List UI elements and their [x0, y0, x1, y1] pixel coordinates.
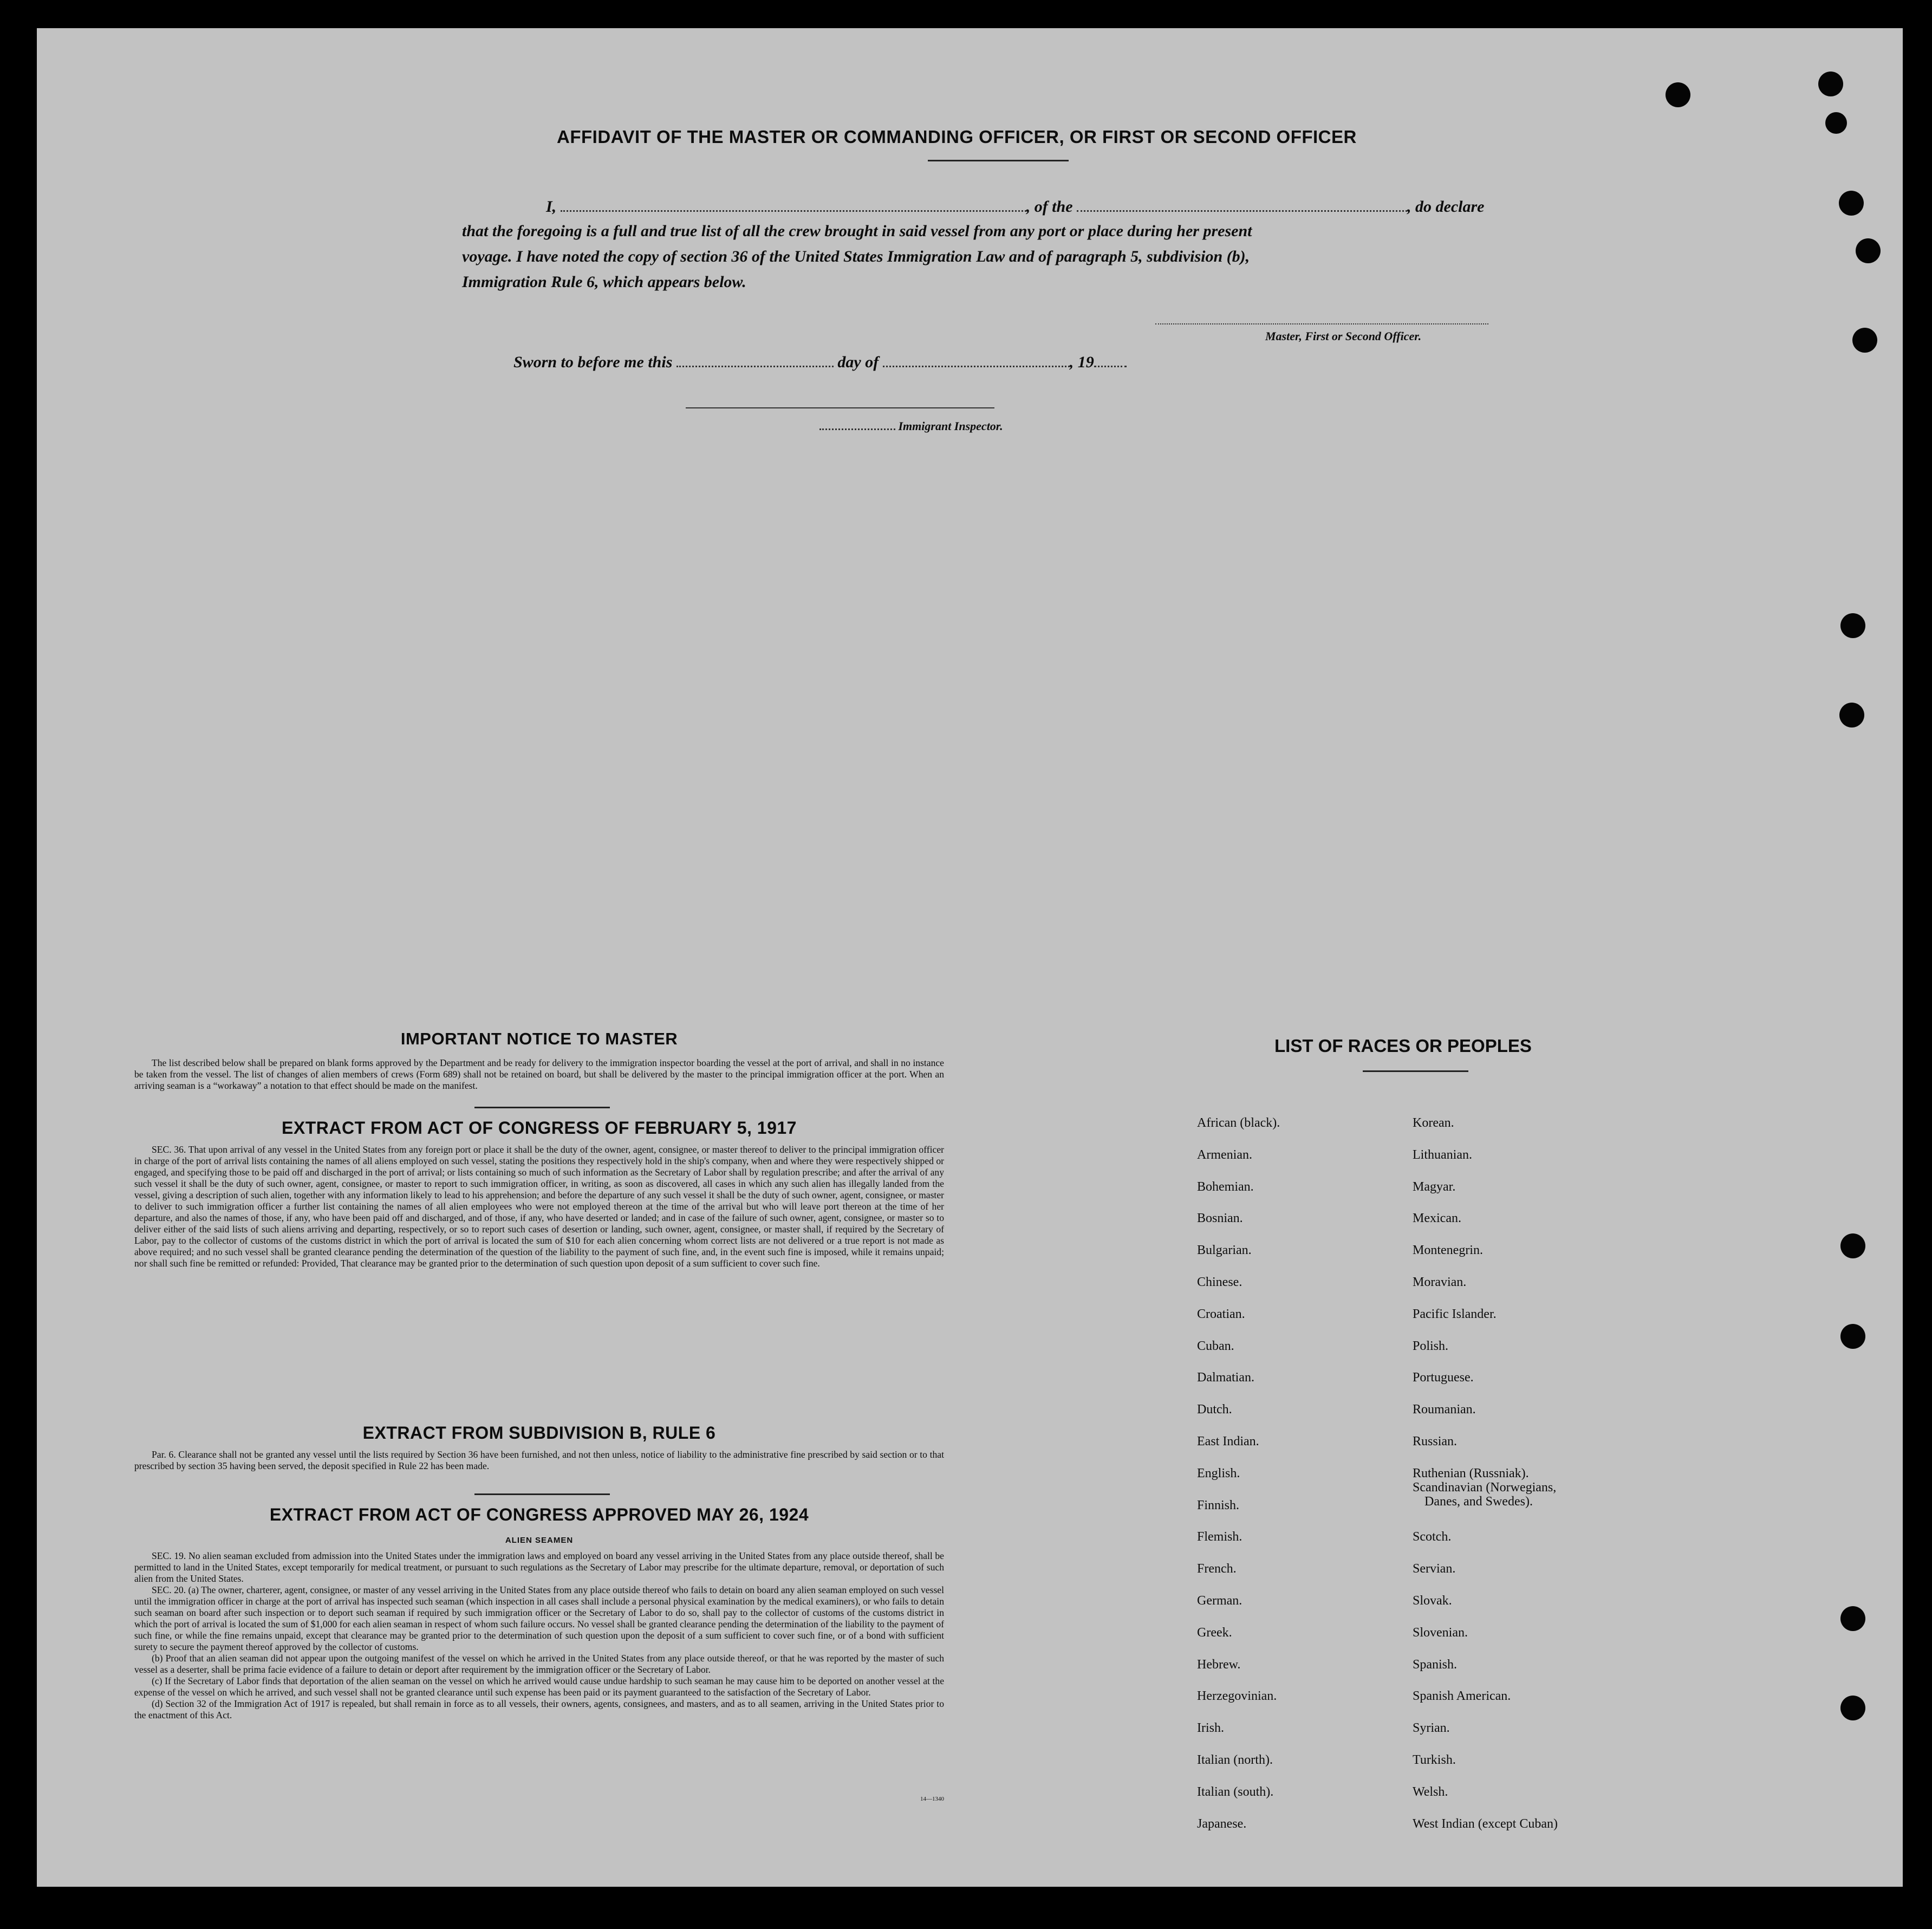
inspector-label: Immigrant Inspector. — [898, 419, 1003, 433]
race-left-item: French. — [1197, 1562, 1237, 1576]
notice-section — [134, 1029, 944, 1842]
inspector-signature-line[interactable] — [686, 407, 994, 408]
notice-title: IMPORTANT NOTICE TO MASTER — [400, 1029, 678, 1048]
extract-1917-body: SEC. 36. That upon arrival of any vessel in the United States from any foreign port or place it shall be the duty of the owner, agent, consignee, or master thereof to deliver to the principal immigration officer in charge of the port of arrival lists containing the names of all aliens employed on such vessel, stating the positions they respectively hold in the ship's company, when and where they were respectively shipped or engaged, and specifying those to be paid off and discharged in the port of arrival; or lists containing so much of such information as the Secretary of Labor shall by regulation prescribe; and after the arrival of any such vessel it shall be the duty of such owner, agent, consignee, or master to report to such immigration officer, in writing, as soon as discovered, all cases in which any such alien has illegally landed from the vessel, giving a description of such alien, together with any information likely to lead to his apprehension; and before the departure of any such vessel it shall be the duty of such owner, agent, consignee, or master to deliver to such immigration officer a further list containing the names of all alien employees who were not employed thereon at the time of the arrival but who will leave port thereon at the time of her departure, and also the names of those, if any, who have been paid off and discharged, and of those, if any, who have deserted or landed; and in case of the failure of such owner, agent, consignee, or master so to deliver either of the said lists of such aliens arriving and departing, respectively, or so to report such cases of desertion or landing, such owner, agent, consignee, or master shall, if required by the Secretary of Labor, pay to the collector of customs of the customs district in which the port of arrival is located the sum of $10 for each alien concerning whom correct lists are not delivered or a true report is not made as above required; and no such vessel shall be granted clearance pending the determination of the question of the liability to the payment of such fine, and, in the event such fine is imposed, while it remains unpaid; nor shall such fine be remitted or refunded: Provided, That clearance may be granted prior to the determination of such question upon deposit of a sum sufficient to cover such fine. — [134, 1144, 944, 1269]
declarant-name-field[interactable] — [561, 196, 1026, 212]
affidavit-line-2: that the foregoing is a full and true list of all the crew brought in said vessel from any port or place during her present — [462, 222, 1252, 240]
master-signature-label: Master, First or Second Officer. — [1265, 329, 1422, 343]
race-right-item: Moravian. — [1413, 1275, 1467, 1289]
extract-1924-title: EXTRACT FROM ACT OF CONGRESS APPROVED MAY 26, 1924 — [269, 1505, 809, 1524]
section-20d-paragraph: (d) Section 32 of the Immigration Act of 1917 is repealed, but shall remain in force as to all vessels, their owners, agents, consignees, and masters, and as to all seamen, arriving in the United States prior to the enactment of this Act. — [134, 1698, 944, 1720]
race-left-item: Bulgarian. — [1197, 1243, 1252, 1258]
affidavit-line-4: Immigration Rule 6, which appears below. — [462, 273, 746, 291]
race-left-item: Chinese. — [1197, 1275, 1243, 1289]
manifest-back-page — [37, 28, 1903, 1887]
race-left-item: Finnish. — [1197, 1498, 1240, 1512]
day-of-label: day of — [837, 353, 879, 371]
race-right-item: Turkish. — [1413, 1753, 1456, 1767]
punch-hole — [1852, 328, 1877, 353]
form-number: 14—1340 — [920, 1796, 944, 1802]
race-left-item: Japanese. — [1197, 1816, 1247, 1831]
punch-hole — [1666, 82, 1690, 107]
affidavit-line-3: voyage. I have noted the copy of section 36 of the United States Immigration Law and of paragraph 5, subdivision (b), — [462, 248, 1250, 265]
races-title: LIST OF RACES OR PEOPLES — [1274, 1036, 1532, 1056]
notice-body: The list described below shall be prepared on blank forms approved by the Department and be ready for delivery to the immigration inspector boarding the vessel at the port of arrival, and shall in no instance be taken from the vessel. The list of changes of alien members of crews (Form 689) shall not be retained on board, but shall be delivered by the master to the principal immigration officer at the port. When an arriving seaman is a “workaway” a notation to that effect should be made on the manifest. — [134, 1057, 944, 1091]
race-right-item: Polish. — [1413, 1339, 1449, 1353]
race-right-item: Magyar. — [1413, 1179, 1456, 1194]
race-right-item: Ruthenian (Russniak). — [1413, 1466, 1529, 1480]
sworn-month-field[interactable] — [883, 352, 1070, 367]
do-declare-label: , do declare — [1407, 198, 1485, 216]
race-right-item: Lithuanian. — [1413, 1147, 1472, 1162]
race-right-item: Pacific Islander. — [1413, 1307, 1497, 1321]
divider — [474, 1493, 610, 1495]
punch-hole — [1825, 112, 1847, 134]
race-left-item: German. — [1197, 1594, 1243, 1608]
race-left-item: Irish. — [1197, 1721, 1224, 1736]
race-right-item: Korean. — [1413, 1116, 1454, 1130]
race-right-item: West Indian (except Cuban) — [1413, 1816, 1558, 1831]
race-left-item: Dalmatian. — [1197, 1371, 1254, 1385]
vessel-name-field[interactable] — [1077, 196, 1407, 212]
title-divider — [928, 160, 1069, 161]
punch-hole — [1840, 1696, 1865, 1720]
race-right-item: Slovenian. — [1413, 1625, 1468, 1640]
race-left-item: Flemish. — [1197, 1530, 1243, 1544]
race-right-item: Danes, and Swedes). — [1424, 1495, 1533, 1509]
affidavit-declaration-line — [462, 196, 1484, 216]
extract-rule6-body: Par. 6. Clearance shall not be granted any vessel until the lists required by Section 36 have been furnished, and not then unless, notice of liability to the administrative fine prescribed by said section or to that prescribed by section 35 having been served, the deposit specified in Rule 22 has been made. — [134, 1449, 944, 1471]
race-right-item: Portuguese. — [1413, 1371, 1474, 1385]
year-label: , 19 — [1069, 353, 1094, 371]
race-right-item: Slovak. — [1413, 1594, 1452, 1608]
race-left-item: Bohemian. — [1197, 1179, 1254, 1194]
race-right-item: Roumanian. — [1413, 1402, 1476, 1417]
extract-1917-title: EXTRACT FROM ACT OF CONGRESS OF FEBRUARY 5, 1917 — [282, 1118, 797, 1138]
race-left-item: Italian (north). — [1197, 1753, 1273, 1767]
race-left-item: Dutch. — [1197, 1402, 1232, 1417]
race-left-item: Italian (south). — [1197, 1784, 1274, 1799]
punch-hole — [1840, 1324, 1865, 1349]
race-left-item: African (black). — [1197, 1116, 1280, 1130]
punch-hole — [1840, 1606, 1865, 1631]
race-right-item: Spanish American. — [1413, 1689, 1511, 1704]
race-right-item: Scotch. — [1413, 1530, 1452, 1544]
race-left-item: Bosnian. — [1197, 1211, 1243, 1226]
punch-hole — [1818, 72, 1843, 96]
of-the-label: , of the — [1026, 198, 1073, 216]
race-left-item: Hebrew. — [1197, 1657, 1241, 1672]
punch-hole — [1839, 191, 1864, 216]
race-right-item: Mexican. — [1413, 1211, 1461, 1226]
race-right-item: Syrian. — [1413, 1721, 1450, 1736]
race-right-item: Montenegrin. — [1413, 1243, 1483, 1258]
race-right-item: Russian. — [1413, 1434, 1458, 1449]
race-right-item: Servian. — [1413, 1562, 1456, 1576]
punch-hole — [1840, 1233, 1865, 1258]
inspector-name-field[interactable] — [819, 420, 895, 430]
punch-hole — [1839, 703, 1864, 728]
extract-1924-subtitle: ALIEN SEAMEN — [505, 1536, 574, 1545]
race-left-item: English. — [1197, 1466, 1240, 1480]
extract-rule6-title: EXTRACT FROM SUBDIVISION B, RULE 6 — [362, 1423, 716, 1443]
inspector-signature-row — [819, 419, 1003, 433]
section-20c-paragraph: (c) If the Secretary of Labor finds that deportation of the alien seaman on the vessel on which he arrived would cause undue hardship to such seaman he may cause him to be deported on another vessel at the expense of the vessel on which he arrived, and such vessel shall not be granted clearance until such expense has been paid or its payment guaranteed to the satisfaction of the Secretary of Labor. — [134, 1675, 944, 1698]
sworn-day-field[interactable] — [676, 352, 834, 367]
section-20b-paragraph: (b) Proof that an alien seaman did not appear upon the outgoing manifest of the vessel on which he arrived in the United States from any place outside thereof, or that he was reported by the master of such vessel as a deserter, shall be prima facie evidence of a failure to detain or deport after requirement by the immigration officer or the Secretary of Labor. — [134, 1653, 944, 1675]
section-19-paragraph: SEC. 19. No alien seaman excluded from admission into the United States under the immigration laws and employed on board any vessel arriving in the United States from any place outside thereof, shall be permitted to land in the United States, except temporarily for medical treatment, or pursuant to such regulations as the Secretary of Labor may prescribe for the ultimate departure, removal, or deportation of such alien from the United States. — [134, 1550, 944, 1584]
extract-1924-body — [134, 1550, 944, 1721]
race-left-item: Croatian. — [1197, 1307, 1245, 1321]
affidavit-title: AFFIDAVIT OF THE MASTER OR COMMANDING OFFICER, OR FIRST OR SECOND OFFICER — [557, 127, 1357, 147]
races-title-divider — [1363, 1070, 1468, 1072]
sworn-label: Sworn to before me this — [513, 353, 673, 371]
race-left-item: Armenian. — [1197, 1147, 1252, 1162]
race-right-item: Scandinavian (Norwegians, — [1413, 1480, 1557, 1495]
race-right-item: Welsh. — [1413, 1784, 1448, 1799]
sworn-year-field[interactable] — [1094, 352, 1127, 367]
punch-hole — [1840, 613, 1865, 638]
race-left-item: East Indian. — [1197, 1434, 1259, 1449]
sworn-line — [513, 352, 1127, 372]
punch-hole — [1856, 238, 1881, 263]
race-left-item: Cuban. — [1197, 1339, 1234, 1353]
master-signature-line[interactable] — [1155, 323, 1488, 324]
race-left-item: Herzegovinian. — [1197, 1689, 1277, 1704]
divider — [474, 1107, 610, 1108]
race-right-item: Spanish. — [1413, 1657, 1458, 1672]
section-20a-paragraph: SEC. 20. (a) The owner, charterer, agent, consignee, or master of any vessel arriving in the United States from any place outside thereof who fails to detain on board any alien seaman employed on such vessel until the immigration officer in charge at the port of arrival has inspected such seaman (which inspection in all cases shall include a personal physical examination by the medical examiners), or who fails to detain such seaman on board after such inspection or to deport such seaman if required by such immigration officer or the Secretary of Labor to do so, shall pay to the collector of customs of the customs district in which the port of arrival is located the sum of $1,000 for each alien seaman in respect of whom such failure occurs. No vessel shall be granted clearance pending the determination of the liability to the payment of such fine, or while the fine remains unpaid, except that clearance may be granted prior to the determination of such question upon the deposit of a sum sufficient to cover such fine, or of a bond with sufficient surety to secure the payment thereof approved by the collector of customs. — [134, 1584, 944, 1652]
race-left-item: Greek. — [1197, 1625, 1232, 1640]
declarant-label: I, — [546, 198, 557, 216]
